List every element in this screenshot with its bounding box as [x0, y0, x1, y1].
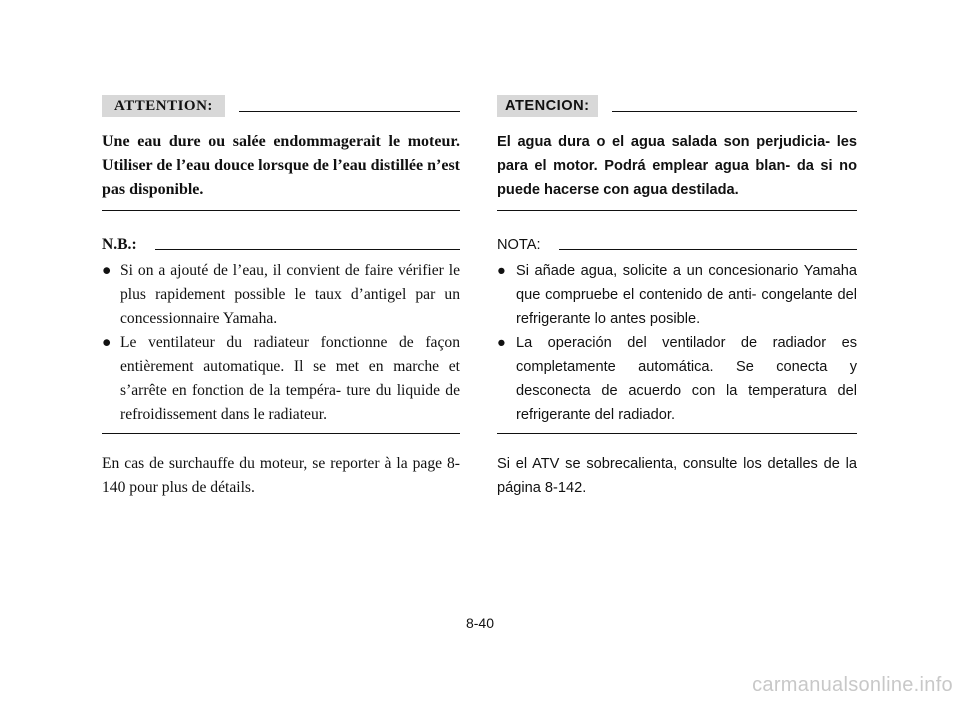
note-text-es: La operación del ventilador de radiador es completamente automática. Se conecta y desconecta de acuerdo con la temperatura del refrigerante del radiador. [516, 335, 857, 423]
attention-header-rule-fr [239, 111, 460, 112]
note-text-fr: Le ventilateur du radiateur fonctionne de façon entièrement automatique. Il se met en marche et s’arrête en fonction de la tempéra- ture du liquide de refroidissement dans le radiateur. [120, 334, 460, 423]
bullet-icon: ● [102, 262, 112, 279]
bullet-icon: ● [497, 263, 506, 279]
note-list-fr [102, 259, 460, 427]
french-column [102, 94, 460, 500]
note-bottom-rule-es [497, 433, 857, 434]
note-item-fr [102, 331, 460, 427]
attention-header-es [497, 94, 857, 118]
body-text-fr: En cas de surchauffe du moteur, se reporter à la page 8-140 pour plus de détails. [102, 455, 460, 496]
bullet-icon: ● [102, 334, 112, 351]
warning-text-es: El agua dura o el agua salada son perjudicia- les para el motor. Podrá emplear agua blan- da si no puede hacerse con agua destilada. [497, 134, 857, 198]
note-header-rule-es [559, 249, 857, 250]
note-bottom-rule-fr [102, 433, 460, 434]
note-text-es: Si añade agua, solicite a un concesionario Yamaha que compruebe el contenido de anti- congelante del refrigerante lo antes posible. [516, 263, 857, 327]
note-list-es [497, 259, 857, 427]
warning-bottom-rule-es [497, 210, 857, 211]
page-number: 8-40 [465, 615, 495, 631]
spanish-column [497, 94, 857, 500]
note-item-es [497, 259, 857, 331]
warning-text-fr: Une eau dure ou salée endommagerait le moteur. Utiliser de l’eau douce lorsque de l’eau distillée n’est pas disponible. [102, 133, 460, 198]
note-text-fr: Si on a ajouté de l’eau, il convient de faire vérifier le plus rapidement possible le taux d’antigel par un concessionnaire Yamaha. [120, 262, 460, 327]
note-header-rule-fr [155, 249, 460, 250]
note-label-es: NOTA: [497, 237, 541, 253]
attention-header-fr [102, 94, 460, 118]
note-label-fr: N.B.: [102, 236, 137, 253]
note-item-es [497, 331, 857, 427]
attention-badge-fr: ATTENTION: [102, 95, 225, 117]
attention-badge-es: ATENCION: [497, 95, 598, 117]
warning-bottom-rule-fr [102, 210, 460, 211]
bullet-icon: ● [497, 335, 506, 351]
attention-header-rule-es [612, 111, 858, 112]
note-item-fr [102, 259, 460, 331]
note-header-es [497, 233, 857, 257]
watermark-text: carmanualsonline.info [752, 674, 953, 696]
body-text-es: Si el ATV se sobrecalienta, consulte los detalles de la página 8-142. [497, 456, 857, 496]
note-header-fr [102, 233, 460, 257]
